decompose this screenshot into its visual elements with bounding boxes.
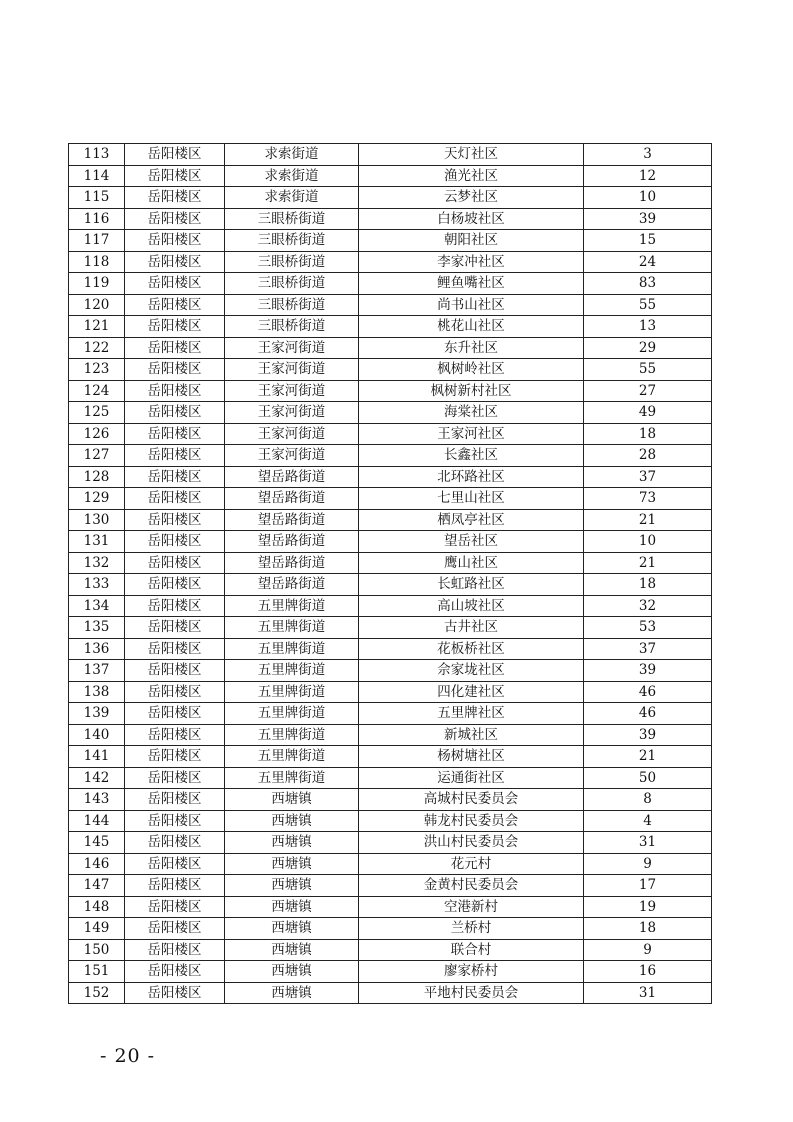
table-row xyxy=(69,466,712,488)
table-row xyxy=(69,316,712,338)
cell-count: 49 xyxy=(584,402,712,424)
cell-community: 李家冲社区 xyxy=(359,251,584,273)
cell-district: 岳阳楼区 xyxy=(125,144,225,166)
table-row xyxy=(69,853,712,875)
table-row xyxy=(69,165,712,187)
cell-count: 37 xyxy=(584,466,712,488)
cell-district: 岳阳楼区 xyxy=(125,810,225,832)
cell-count: 83 xyxy=(584,273,712,295)
cell-count: 8 xyxy=(584,789,712,811)
cell-count: 32 xyxy=(584,595,712,617)
cell-district: 岳阳楼区 xyxy=(125,402,225,424)
table-row xyxy=(69,294,712,316)
table-row xyxy=(69,961,712,983)
cell-number: 130 xyxy=(69,509,125,531)
cell-street: 求索街道 xyxy=(225,165,359,187)
cell-count: 53 xyxy=(584,617,712,639)
cell-district: 岳阳楼区 xyxy=(125,187,225,209)
cell-community: 七里山社区 xyxy=(359,488,584,510)
cell-number: 133 xyxy=(69,574,125,596)
cell-count: 27 xyxy=(584,380,712,402)
table-row xyxy=(69,681,712,703)
table-row xyxy=(69,337,712,359)
cell-number: 128 xyxy=(69,466,125,488)
cell-community: 空港新村 xyxy=(359,896,584,918)
cell-community: 花板桥社区 xyxy=(359,638,584,660)
cell-street: 五里牌街道 xyxy=(225,638,359,660)
table-row xyxy=(69,746,712,768)
table-row xyxy=(69,789,712,811)
cell-number: 121 xyxy=(69,316,125,338)
cell-street: 三眼桥街道 xyxy=(225,251,359,273)
cell-number: 126 xyxy=(69,423,125,445)
cell-street: 三眼桥街道 xyxy=(225,316,359,338)
cell-street: 求索街道 xyxy=(225,187,359,209)
cell-district: 岳阳楼区 xyxy=(125,423,225,445)
cell-community: 云梦社区 xyxy=(359,187,584,209)
cell-count: 9 xyxy=(584,853,712,875)
cell-number: 129 xyxy=(69,488,125,510)
cell-count: 24 xyxy=(584,251,712,273)
cell-district: 岳阳楼区 xyxy=(125,574,225,596)
cell-count: 73 xyxy=(584,488,712,510)
cell-street: 望岳路街道 xyxy=(225,488,359,510)
cell-community: 兰桥村 xyxy=(359,918,584,940)
cell-count: 16 xyxy=(584,961,712,983)
table-row xyxy=(69,380,712,402)
cell-street: 西塘镇 xyxy=(225,961,359,983)
cell-street: 西塘镇 xyxy=(225,896,359,918)
cell-district: 岳阳楼区 xyxy=(125,337,225,359)
cell-count: 19 xyxy=(584,896,712,918)
table-row xyxy=(69,703,712,725)
community-table xyxy=(68,143,712,1004)
cell-number: 147 xyxy=(69,875,125,897)
cell-count: 39 xyxy=(584,724,712,746)
cell-number: 120 xyxy=(69,294,125,316)
cell-number: 116 xyxy=(69,208,125,230)
cell-count: 4 xyxy=(584,810,712,832)
cell-count: 15 xyxy=(584,230,712,252)
cell-district: 岳阳楼区 xyxy=(125,466,225,488)
table-row xyxy=(69,767,712,789)
table-body xyxy=(69,144,712,1004)
cell-number: 150 xyxy=(69,939,125,961)
cell-district: 岳阳楼区 xyxy=(125,273,225,295)
cell-count: 18 xyxy=(584,918,712,940)
cell-count: 21 xyxy=(584,746,712,768)
cell-street: 望岳路街道 xyxy=(225,509,359,531)
cell-street: 求索街道 xyxy=(225,144,359,166)
cell-community: 廖家桥村 xyxy=(359,961,584,983)
cell-district: 岳阳楼区 xyxy=(125,531,225,553)
cell-street: 五里牌街道 xyxy=(225,681,359,703)
cell-district: 岳阳楼区 xyxy=(125,746,225,768)
cell-community: 四化建社区 xyxy=(359,681,584,703)
cell-number: 122 xyxy=(69,337,125,359)
cell-street: 西塘镇 xyxy=(225,832,359,854)
table-row xyxy=(69,359,712,381)
cell-community: 王家河社区 xyxy=(359,423,584,445)
cell-community: 洪山村民委员会 xyxy=(359,832,584,854)
table-row xyxy=(69,488,712,510)
page-number: - 20 - xyxy=(100,1045,156,1067)
cell-number: 123 xyxy=(69,359,125,381)
table-row xyxy=(69,509,712,531)
cell-district: 岳阳楼区 xyxy=(125,617,225,639)
cell-number: 113 xyxy=(69,144,125,166)
cell-street: 西塘镇 xyxy=(225,853,359,875)
cell-community: 桃花山社区 xyxy=(359,316,584,338)
cell-district: 岳阳楼区 xyxy=(125,230,225,252)
cell-count: 9 xyxy=(584,939,712,961)
cell-district: 岳阳楼区 xyxy=(125,638,225,660)
cell-district: 岳阳楼区 xyxy=(125,251,225,273)
cell-number: 145 xyxy=(69,832,125,854)
cell-district: 岳阳楼区 xyxy=(125,488,225,510)
cell-number: 115 xyxy=(69,187,125,209)
cell-street: 五里牌街道 xyxy=(225,703,359,725)
table-row xyxy=(69,230,712,252)
cell-count: 50 xyxy=(584,767,712,789)
cell-number: 149 xyxy=(69,918,125,940)
cell-district: 岳阳楼区 xyxy=(125,681,225,703)
cell-count: 21 xyxy=(584,552,712,574)
cell-community: 花元村 xyxy=(359,853,584,875)
cell-street: 王家河街道 xyxy=(225,359,359,381)
cell-count: 21 xyxy=(584,509,712,531)
cell-number: 131 xyxy=(69,531,125,553)
cell-number: 140 xyxy=(69,724,125,746)
cell-street: 西塘镇 xyxy=(225,875,359,897)
cell-district: 岳阳楼区 xyxy=(125,359,225,381)
cell-number: 118 xyxy=(69,251,125,273)
cell-count: 18 xyxy=(584,574,712,596)
cell-street: 五里牌街道 xyxy=(225,724,359,746)
cell-count: 31 xyxy=(584,982,712,1004)
cell-community: 北环路社区 xyxy=(359,466,584,488)
cell-district: 岳阳楼区 xyxy=(125,165,225,187)
cell-count: 10 xyxy=(584,531,712,553)
cell-number: 134 xyxy=(69,595,125,617)
cell-street: 三眼桥街道 xyxy=(225,230,359,252)
cell-street: 望岳路街道 xyxy=(225,574,359,596)
table-row xyxy=(69,939,712,961)
cell-street: 王家河街道 xyxy=(225,402,359,424)
table-row xyxy=(69,187,712,209)
cell-community: 鲤鱼嘴社区 xyxy=(359,273,584,295)
cell-district: 岳阳楼区 xyxy=(125,445,225,467)
cell-community: 杨树塘社区 xyxy=(359,746,584,768)
table-row xyxy=(69,595,712,617)
cell-district: 岳阳楼区 xyxy=(125,208,225,230)
table-row xyxy=(69,251,712,273)
cell-count: 17 xyxy=(584,875,712,897)
cell-street: 王家河街道 xyxy=(225,445,359,467)
cell-community: 古井社区 xyxy=(359,617,584,639)
table-row xyxy=(69,638,712,660)
cell-number: 132 xyxy=(69,552,125,574)
cell-number: 117 xyxy=(69,230,125,252)
cell-community: 长鑫社区 xyxy=(359,445,584,467)
table-row xyxy=(69,617,712,639)
cell-street: 王家河街道 xyxy=(225,423,359,445)
cell-district: 岳阳楼区 xyxy=(125,294,225,316)
cell-community: 金黄村民委员会 xyxy=(359,875,584,897)
cell-street: 望岳路街道 xyxy=(225,552,359,574)
cell-community: 平地村民委员会 xyxy=(359,982,584,1004)
cell-district: 岳阳楼区 xyxy=(125,853,225,875)
cell-number: 138 xyxy=(69,681,125,703)
cell-number: 144 xyxy=(69,810,125,832)
table-row xyxy=(69,445,712,467)
cell-count: 29 xyxy=(584,337,712,359)
cell-district: 岳阳楼区 xyxy=(125,660,225,682)
cell-count: 39 xyxy=(584,660,712,682)
cell-street: 西塘镇 xyxy=(225,789,359,811)
table-row xyxy=(69,208,712,230)
cell-community: 海棠社区 xyxy=(359,402,584,424)
cell-community: 运通街社区 xyxy=(359,767,584,789)
cell-street: 望岳路街道 xyxy=(225,466,359,488)
cell-street: 西塘镇 xyxy=(225,982,359,1004)
cell-district: 岳阳楼区 xyxy=(125,316,225,338)
cell-count: 13 xyxy=(584,316,712,338)
table-row xyxy=(69,918,712,940)
cell-number: 152 xyxy=(69,982,125,1004)
cell-community: 朝阳社区 xyxy=(359,230,584,252)
cell-number: 141 xyxy=(69,746,125,768)
cell-district: 岳阳楼区 xyxy=(125,961,225,983)
cell-number: 125 xyxy=(69,402,125,424)
cell-community: 尚书山社区 xyxy=(359,294,584,316)
cell-street: 五里牌街道 xyxy=(225,746,359,768)
cell-community: 新城社区 xyxy=(359,724,584,746)
cell-district: 岳阳楼区 xyxy=(125,509,225,531)
cell-community: 渔光社区 xyxy=(359,165,584,187)
cell-community: 天灯社区 xyxy=(359,144,584,166)
cell-street: 五里牌街道 xyxy=(225,595,359,617)
table-row xyxy=(69,875,712,897)
cell-community: 高山坡社区 xyxy=(359,595,584,617)
cell-district: 岳阳楼区 xyxy=(125,789,225,811)
cell-street: 王家河街道 xyxy=(225,380,359,402)
cell-district: 岳阳楼区 xyxy=(125,875,225,897)
cell-count: 46 xyxy=(584,703,712,725)
cell-number: 148 xyxy=(69,896,125,918)
cell-community: 佘家垅社区 xyxy=(359,660,584,682)
cell-district: 岳阳楼区 xyxy=(125,767,225,789)
table-row xyxy=(69,574,712,596)
cell-community: 东升社区 xyxy=(359,337,584,359)
table-row xyxy=(69,724,712,746)
cell-district: 岳阳楼区 xyxy=(125,982,225,1004)
cell-district: 岳阳楼区 xyxy=(125,703,225,725)
cell-count: 3 xyxy=(584,144,712,166)
cell-street: 五里牌街道 xyxy=(225,767,359,789)
cell-count: 39 xyxy=(584,208,712,230)
cell-community: 韩龙村民委员会 xyxy=(359,810,584,832)
cell-street: 五里牌街道 xyxy=(225,617,359,639)
cell-community: 栖凤亭社区 xyxy=(359,509,584,531)
cell-community: 联合村 xyxy=(359,939,584,961)
cell-street: 王家河街道 xyxy=(225,337,359,359)
table-row xyxy=(69,552,712,574)
table-row xyxy=(69,832,712,854)
table-row xyxy=(69,144,712,166)
cell-number: 137 xyxy=(69,660,125,682)
cell-number: 127 xyxy=(69,445,125,467)
cell-number: 143 xyxy=(69,789,125,811)
cell-district: 岳阳楼区 xyxy=(125,552,225,574)
cell-street: 三眼桥街道 xyxy=(225,294,359,316)
cell-number: 119 xyxy=(69,273,125,295)
cell-community: 高城村民委员会 xyxy=(359,789,584,811)
cell-number: 139 xyxy=(69,703,125,725)
cell-district: 岳阳楼区 xyxy=(125,595,225,617)
table-row xyxy=(69,531,712,553)
cell-number: 136 xyxy=(69,638,125,660)
cell-street: 西塘镇 xyxy=(225,918,359,940)
cell-number: 124 xyxy=(69,380,125,402)
cell-district: 岳阳楼区 xyxy=(125,380,225,402)
cell-street: 望岳路街道 xyxy=(225,531,359,553)
cell-community: 五里牌社区 xyxy=(359,703,584,725)
table-row xyxy=(69,982,712,1004)
cell-count: 55 xyxy=(584,294,712,316)
table-row xyxy=(69,896,712,918)
cell-number: 142 xyxy=(69,767,125,789)
cell-community: 枫树岭社区 xyxy=(359,359,584,381)
cell-number: 135 xyxy=(69,617,125,639)
cell-count: 10 xyxy=(584,187,712,209)
table-row xyxy=(69,273,712,295)
cell-community: 白杨坡社区 xyxy=(359,208,584,230)
cell-number: 114 xyxy=(69,165,125,187)
table-row xyxy=(69,402,712,424)
cell-district: 岳阳楼区 xyxy=(125,832,225,854)
cell-count: 28 xyxy=(584,445,712,467)
cell-street: 西塘镇 xyxy=(225,810,359,832)
cell-count: 37 xyxy=(584,638,712,660)
cell-community: 鹰山社区 xyxy=(359,552,584,574)
cell-district: 岳阳楼区 xyxy=(125,939,225,961)
cell-community: 枫树新村社区 xyxy=(359,380,584,402)
table-row xyxy=(69,660,712,682)
cell-street: 西塘镇 xyxy=(225,939,359,961)
cell-count: 31 xyxy=(584,832,712,854)
cell-district: 岳阳楼区 xyxy=(125,918,225,940)
cell-district: 岳阳楼区 xyxy=(125,896,225,918)
cell-street: 三眼桥街道 xyxy=(225,273,359,295)
cell-number: 146 xyxy=(69,853,125,875)
cell-number: 151 xyxy=(69,961,125,983)
table-row xyxy=(69,810,712,832)
cell-count: 46 xyxy=(584,681,712,703)
cell-district: 岳阳楼区 xyxy=(125,724,225,746)
cell-count: 18 xyxy=(584,423,712,445)
cell-community: 望岳社区 xyxy=(359,531,584,553)
table-row xyxy=(69,423,712,445)
cell-count: 12 xyxy=(584,165,712,187)
cell-street: 五里牌街道 xyxy=(225,660,359,682)
cell-count: 55 xyxy=(584,359,712,381)
cell-street: 三眼桥街道 xyxy=(225,208,359,230)
cell-community: 长虹路社区 xyxy=(359,574,584,596)
